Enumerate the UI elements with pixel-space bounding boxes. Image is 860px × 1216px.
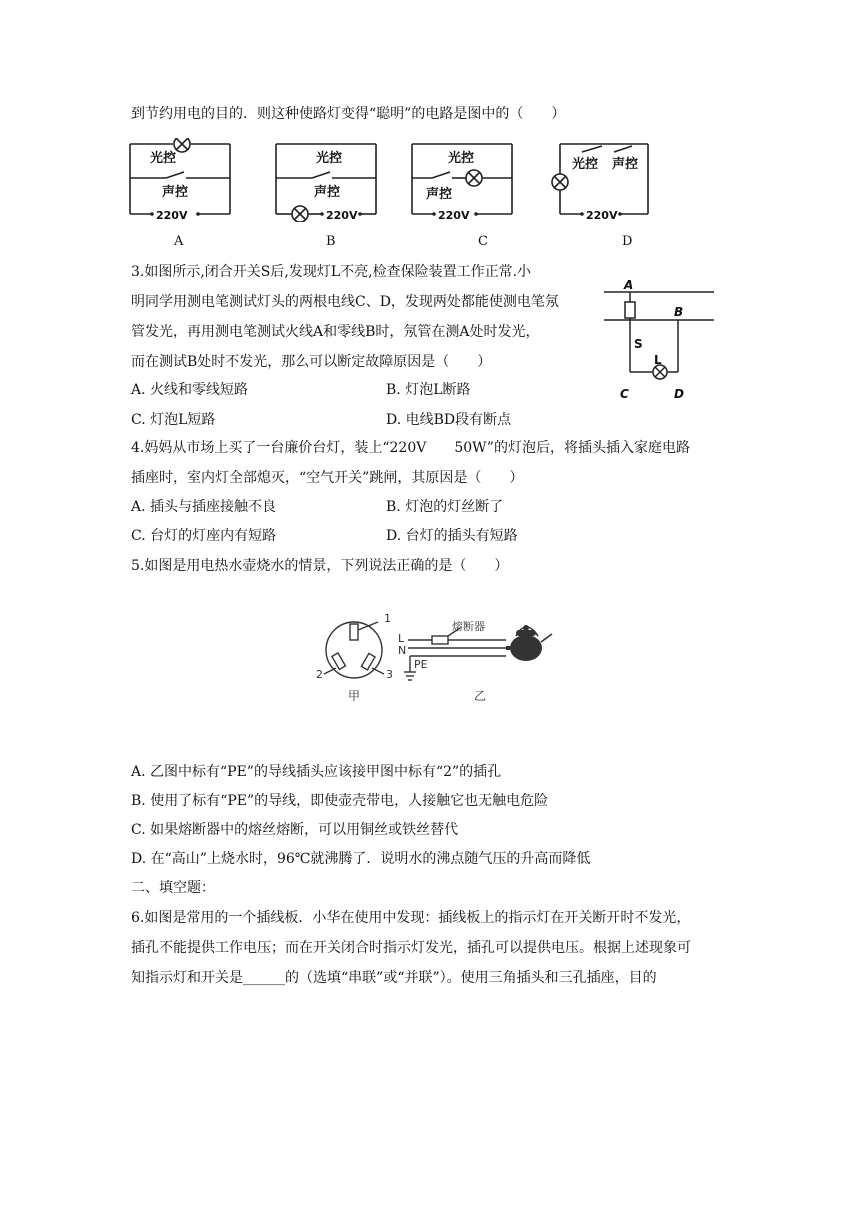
light-control-label: 光控 <box>572 157 599 172</box>
q3-option-d: D. 电线BD段有断点 <box>386 412 512 428</box>
sound-control-label: 声控 <box>162 185 189 200</box>
q6-line-1: 6.如图是常用的一个插线板．小华在使用中发现：插线板上的指示灯在开关断开时不发光， <box>131 910 691 926</box>
voltage-label: 220V <box>326 209 358 222</box>
label-d: D <box>674 387 684 401</box>
label-s: S <box>634 337 643 351</box>
label-N: N <box>398 644 407 657</box>
q5-figure <box>310 610 560 710</box>
label-2: 2 <box>316 668 323 681</box>
label-c: C <box>620 387 629 401</box>
q3-option-a: A. 火线和零线短路 <box>131 382 249 398</box>
q5-option-a: A. 乙图中标有“PE”的导线插头应该接甲图中标有“2”的插孔 <box>131 764 502 780</box>
voltage-label: 220V <box>438 209 470 222</box>
label-jia: 甲 <box>348 689 361 703</box>
circuit-diagram-d <box>548 138 658 222</box>
q3-option-b: B. 灯泡L断路 <box>386 382 471 398</box>
light-control-label: 光控 <box>448 151 475 166</box>
label-b: B <box>674 305 684 319</box>
label-fuse: 熔断器 <box>452 620 485 633</box>
q3-line-4: 而在测试B处时不发光，那么可以断定故障原因是（ ） <box>131 354 492 370</box>
label-a: A <box>624 278 634 292</box>
q4-option-b: B. 灯泡的灯丝断了 <box>386 499 504 515</box>
caption-d: D <box>622 234 633 249</box>
q4-line-2: 插座时，室内灯全部熄灭，“空气开关”跳闸，其原因是（ ） <box>131 470 524 486</box>
q3-line-3: 管发光，再用测电笔测试火线A和零线B时，氖管在测A处时发光， <box>131 324 540 340</box>
q4-line-1: 4.妈妈从市场上买了一台廉价台灯，装上“220V 50W”的灯泡后，将插头插入家庭电路 <box>131 440 690 456</box>
circuit-diagram-a <box>128 138 232 222</box>
circuit-diagram-b <box>274 138 378 222</box>
section-title: 二、填空题： <box>131 880 215 896</box>
circuit-diagram-c <box>410 138 514 222</box>
q5-option-b: B. 使用了标有“PE”的导线，即使壶壳带电，人接触它也无触电危险 <box>131 793 549 809</box>
q4-option-c: C. 台灯的灯座内有短路 <box>131 528 277 544</box>
label-l: L <box>654 353 662 367</box>
caption-c: C <box>478 234 488 249</box>
voltage-label: 220V <box>156 209 188 222</box>
sound-control-label: 声控 <box>314 185 341 200</box>
label-3: 3 <box>386 668 393 681</box>
q3-circuit-figure <box>604 276 714 406</box>
q5-option-d: D. 在“高山”上烧水时，96℃就沸腾了．说明水的沸点随气压的升高而降低 <box>131 851 591 867</box>
sound-control-label: 声控 <box>426 187 453 202</box>
voltage-label: 220V <box>586 209 618 222</box>
q5-option-c: C. 如果熔断器中的熔丝熔断，可以用铜丝或铁丝替代 <box>131 822 459 838</box>
caption-b: B <box>326 234 336 249</box>
label-1: 1 <box>384 612 391 625</box>
q3-line-1: 3.如图所示,闭合开关S后,发现灯L不亮,检查保险装置工作正常.小 <box>131 264 532 280</box>
q3-line-2: 明同学用测电笔测试灯头的两根电线C、D，发现两处都能使测电笔氖 <box>131 294 559 310</box>
q5-line: 5.如图是用电热水壶烧水的情景，下列说法正确的是（ ） <box>131 558 509 574</box>
label-yi: 乙 <box>474 689 487 703</box>
label-PE: PE <box>414 658 428 671</box>
light-control-label: 光控 <box>150 151 177 166</box>
caption-a: A <box>174 234 184 249</box>
label-L: L <box>398 632 405 645</box>
sound-control-label: 声控 <box>612 157 639 172</box>
light-control-label: 光控 <box>316 151 343 166</box>
q2-text: 到节约用电的目的．则这种使路灯变得“聪明”的电路是图中的（ ） <box>131 106 566 122</box>
q6-line-2: 插孔不能提供工作电压；而在开关闭合时指示灯发光，插孔可以提供电压。根据上述现象可 <box>131 940 691 956</box>
q4-option-d: D. 台灯的插头有短路 <box>386 528 518 544</box>
q4-option-a: A. 插头与插座接触不良 <box>131 499 277 515</box>
q3-option-c: C. 灯泡L短路 <box>131 412 216 428</box>
q6-line-3: 知指示灯和开关是______的（选填“串联”或“并联”）。使用三角插头和三孔插座，目的 <box>131 970 657 986</box>
